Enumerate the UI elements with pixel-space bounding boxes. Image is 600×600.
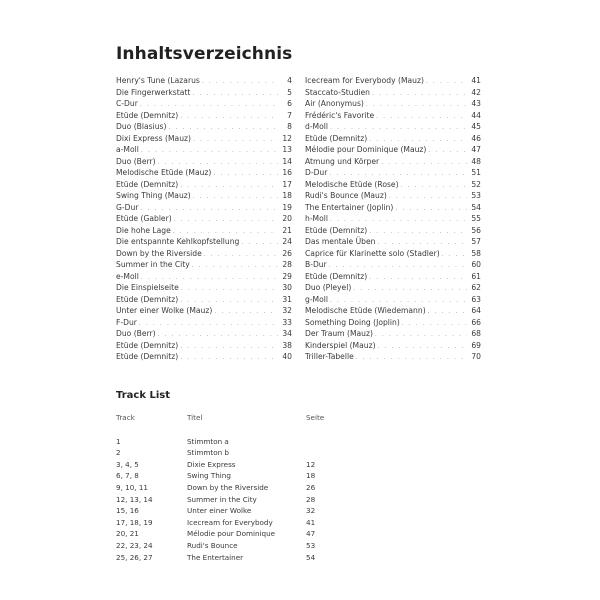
track-title: Stimmton b (187, 448, 229, 458)
toc-entry (116, 179, 292, 191)
toc-entry-title: Etüde (Demnitz) (116, 340, 179, 350)
dot-leader (180, 352, 278, 364)
toc-entry-page: 8 (287, 122, 292, 131)
toc-entry-title: Icecream for Everybody (Mauz) (305, 76, 424, 85)
dot-leader (180, 180, 278, 192)
dot-leader (202, 76, 278, 88)
track-title: Rudi's Bounce (187, 540, 238, 550)
dot-leader (193, 134, 278, 146)
toc-entry-page: 32 (282, 306, 292, 315)
track-page: 32 (306, 506, 316, 516)
toc-entry-title: Triller-Tabelle (305, 352, 354, 361)
toc-entry-title: Die entspannte Kehlkopfstellung (116, 237, 240, 246)
dot-leader (389, 191, 467, 203)
column-header-title: Titel (187, 413, 203, 422)
dot-leader (192, 260, 278, 272)
toc-entry (305, 317, 481, 329)
track-page: 54 (306, 552, 316, 562)
toc-entry (116, 98, 292, 110)
toc-entry-title: Melodische Etüde (Mauz) (116, 168, 212, 177)
toc-entry-title: Der Traum (Mauz) (305, 329, 373, 338)
toc-entry-page: 62 (471, 283, 481, 292)
toc-entry-page: 7 (287, 110, 292, 120)
toc-entry (116, 167, 292, 179)
dot-leader (442, 249, 467, 261)
track-page: 26 (306, 482, 316, 492)
track-page: 18 (306, 471, 316, 481)
toc-entry (305, 133, 481, 145)
toc-entry-page: 63 (471, 294, 481, 304)
dot-leader (353, 283, 467, 295)
track-title: Summer in the City (187, 494, 257, 504)
toc-entry-page: 53 (471, 191, 481, 200)
toc-entry (116, 340, 292, 352)
toc-entry-page: 68 (471, 329, 481, 338)
toc-entry-title: Etüde (Demnitz) (116, 294, 179, 304)
dot-leader (378, 341, 467, 353)
toc-entry-title: Air (Anonymus) (305, 99, 364, 108)
toc-entry (116, 144, 292, 156)
dot-leader (204, 249, 278, 261)
toc-entry (305, 236, 481, 248)
dot-leader (181, 283, 278, 295)
track-list-heading: Track List (116, 390, 170, 401)
track-title: Down by the Riverside (187, 482, 269, 492)
toc-entry (305, 340, 481, 352)
toc-entry-title: Melodische Etüde (Wiedemann) (305, 306, 426, 315)
toc-entry (116, 282, 292, 294)
toc-entry-title: Duo (Pleyel) (305, 283, 352, 292)
dot-leader (193, 191, 278, 203)
track-title: Icecream for Everybody (187, 517, 273, 527)
toc-entry (305, 248, 481, 260)
track-page: 12 (306, 459, 316, 469)
toc-entry-title: Rudi's Bounce (Mauz) (305, 191, 387, 200)
toc-entry-page: 31 (282, 294, 292, 304)
toc-entry-title: Die Fingerwerkstatt (116, 87, 191, 97)
track-number: 22, 23, 24 (116, 540, 153, 550)
toc-entry (305, 259, 481, 271)
toc-entry (116, 213, 292, 225)
toc-entry-page: 19 (282, 202, 292, 212)
toc-entry-title: Swing Thing (Mauz) (116, 191, 191, 200)
dot-leader (375, 329, 467, 341)
track-page: 28 (306, 494, 316, 504)
dot-leader (395, 203, 467, 215)
toc-entry (305, 305, 481, 317)
toc-entry (305, 202, 481, 214)
toc-entry (305, 294, 481, 306)
toc-entry (116, 328, 292, 340)
toc-entry-title: Etüde (Demnitz) (116, 110, 179, 120)
toc-entry-page: 26 (282, 248, 292, 258)
toc-entry-page: 46 (471, 133, 481, 143)
toc-entry (116, 259, 292, 271)
toc-entry (116, 121, 292, 133)
toc-entry-title: Etüde (Demnitz) (116, 352, 179, 361)
toc-entry-page: 45 (471, 122, 481, 131)
toc-entry (116, 75, 292, 87)
dot-leader (381, 157, 467, 169)
track-number: 17, 18, 19 (116, 517, 153, 527)
track-title: Stimmton a (187, 436, 229, 446)
track-number: 20, 21 (116, 529, 139, 539)
toc-entry-title: Etüde (Demnitz) (305, 271, 368, 281)
toc-entry-title: The Entertainer (Joplin) (305, 202, 394, 212)
dot-leader (366, 99, 467, 111)
dot-leader (428, 145, 467, 157)
dot-leader (180, 341, 278, 353)
toc-entry-title: Caprice für Klarinette solo (Stadler) (305, 248, 440, 258)
toc-entry-page: 48 (471, 156, 481, 166)
toc-entry-page: 52 (471, 179, 481, 189)
toc-entry-title: Henry's Tune (Lazarus (116, 76, 200, 85)
toc-column-left (116, 75, 292, 363)
toc-entry-title: Something Doing (Joplin) (305, 317, 400, 327)
toc-entry-title: Duo (Berr) (116, 156, 156, 166)
toc-entry-page: 44 (471, 110, 481, 120)
toc-entry-title: Duo (Berr) (116, 329, 156, 338)
dot-leader (180, 111, 278, 123)
toc-entry-page: 16 (282, 168, 292, 177)
toc-entry-page: 14 (282, 156, 292, 166)
toc-entry (305, 156, 481, 168)
toc-entry-page: 61 (471, 271, 481, 281)
track-page: 53 (306, 540, 316, 550)
track-title: Dixie Express (187, 459, 236, 469)
toc-entry (116, 294, 292, 306)
toc-entry-page: 66 (471, 317, 481, 327)
toc-entry-page: 64 (471, 306, 481, 315)
toc-entry-page: 4 (287, 76, 292, 85)
toc-entry-title: Staccato-Studien (305, 87, 370, 97)
toc-entry-page: 24 (282, 237, 292, 246)
toc-entry (116, 317, 292, 329)
toc-entry-title: e-Moll (116, 271, 139, 281)
dot-leader (372, 88, 467, 100)
toc-entry (116, 351, 292, 363)
toc-entry-title: h-Moll (305, 214, 328, 223)
toc-entry-title: Etüde (Demnitz) (305, 133, 368, 143)
toc-entry (305, 144, 481, 156)
dot-leader (426, 76, 467, 88)
toc-entry (116, 110, 292, 122)
toc-entry (116, 133, 292, 145)
track-number: 12, 13, 14 (116, 494, 153, 504)
dot-leader (369, 226, 467, 238)
toc-entry-page: 43 (471, 99, 481, 108)
toc-entry (305, 75, 481, 87)
track-number: 9, 10, 11 (116, 482, 149, 492)
track-page: 41 (306, 517, 316, 527)
toc-entry-title: Kinderspiel (Mauz) (305, 340, 376, 350)
track-number: 25, 26, 27 (116, 552, 153, 562)
toc-entry-title: F-Dur (116, 317, 137, 327)
toc-entry-page: 56 (471, 225, 481, 235)
toc-entry-page: 42 (471, 87, 481, 97)
toc-entry-title: Etüde (Gabler) (116, 214, 172, 223)
column-header-page: Seite (306, 413, 325, 422)
dot-leader (356, 352, 467, 364)
toc-entry-title: Summer in the City (116, 260, 190, 269)
toc-entry-title: Unter einer Wolke (Mauz) (116, 306, 213, 315)
toc-entry-page: 57 (471, 237, 481, 246)
toc-entry (116, 271, 292, 283)
toc-entry-title: Frédéric's Favorite (305, 110, 375, 120)
track-number: 15, 16 (116, 506, 139, 516)
dot-leader (401, 180, 467, 192)
toc-entry-page: 60 (471, 260, 481, 269)
toc-entry (305, 282, 481, 294)
toc-entry (116, 190, 292, 202)
track-number: 3, 4, 5 (116, 459, 139, 469)
toc-entry-title: Die hohe Lage (116, 225, 171, 235)
track-title: Unter einer Wolke (187, 506, 252, 516)
toc-entry-title: Das mentale Üben (305, 237, 376, 246)
toc-entry-title: Die Einspielseite (116, 283, 179, 292)
page-title: Inhaltsverzeichnis (116, 44, 293, 64)
dot-leader (214, 306, 278, 318)
toc-entry (305, 328, 481, 340)
toc-entry-page: 28 (282, 260, 292, 269)
dot-leader (428, 306, 467, 318)
toc-entry-page: 5 (287, 87, 292, 97)
toc-entry-page: 6 (287, 99, 292, 108)
toc-entry-title: Etüde (Demnitz) (305, 225, 368, 235)
toc-entry-title: Dixi Express (Mauz) (116, 133, 191, 143)
toc-entry (305, 190, 481, 202)
toc-entry (116, 156, 292, 168)
toc-entry (305, 271, 481, 283)
toc-entry (116, 248, 292, 260)
dot-leader (174, 214, 278, 226)
toc-entry-page: 58 (471, 248, 481, 258)
dot-leader (192, 88, 278, 100)
toc-entry-title: g-Moll (305, 294, 328, 304)
track-title: Mélodie pour Dominique (187, 529, 276, 539)
toc-entry (305, 167, 481, 179)
toc-entry-title: Mélodie pour Dominique (Mauz) (305, 145, 427, 154)
toc-entry-page: 41 (471, 76, 481, 85)
toc-entry-title: G-Dur (116, 202, 139, 212)
dot-leader (402, 318, 467, 330)
toc-entry-page: 54 (471, 202, 481, 212)
toc-entry (305, 87, 481, 99)
dot-leader (241, 237, 278, 249)
toc-entry-title: C-Dur (116, 99, 138, 108)
toc-entry-page: 69 (471, 340, 481, 350)
toc-entry-page: 20 (282, 214, 292, 223)
dot-leader (376, 111, 467, 123)
toc-entry-title: Melodische Etüde (Rose) (305, 179, 399, 189)
dot-leader (139, 318, 278, 330)
toc-entry-page: 18 (282, 191, 292, 200)
toc-entry-page: 55 (471, 214, 481, 223)
dot-leader (141, 145, 278, 157)
toc-entry-page: 38 (282, 340, 292, 350)
toc-entry-page: 13 (282, 145, 292, 154)
toc-entry-title: d-Moll (305, 122, 328, 131)
toc-entry-title: B-Dur (305, 260, 327, 269)
toc-entry-title: Etüde (Demnitz) (116, 179, 179, 189)
toc-entry (305, 121, 481, 133)
toc-entry-page: 70 (471, 352, 481, 361)
toc-entry-page: 30 (282, 283, 292, 292)
toc-entry (305, 179, 481, 191)
track-number: 6, 7, 8 (116, 471, 139, 481)
toc-entry (116, 202, 292, 214)
toc-entry (116, 87, 292, 99)
dot-leader (369, 272, 467, 284)
dot-leader (213, 168, 278, 180)
toc-column-right (305, 75, 481, 363)
toc-entry (116, 236, 292, 248)
toc-entry (116, 225, 292, 237)
track-title: The Entertainer (187, 552, 244, 562)
track-number: 1 (116, 436, 121, 446)
toc-entry-page: 51 (471, 168, 481, 177)
toc-entry-page: 33 (282, 317, 292, 327)
toc-entry-page: 17 (282, 179, 292, 189)
toc-entry (305, 225, 481, 237)
track-title: Swing Thing (187, 471, 231, 481)
toc-entry (305, 213, 481, 225)
toc-entry-page: 40 (282, 352, 292, 361)
toc-entry (305, 98, 481, 110)
column-header-track: Track (116, 413, 135, 422)
toc-entry (116, 305, 292, 317)
toc-entry-title: Down by the Riverside (116, 248, 202, 258)
track-page: 47 (306, 529, 316, 539)
toc-entry-page: 21 (282, 225, 292, 235)
toc-entry-title: D-Dur (305, 168, 328, 177)
toc-entry-title: Atmung und Körper (305, 156, 380, 166)
toc-entry-title: Duo (Blasius) (116, 122, 167, 131)
track-number: 2 (116, 448, 121, 458)
toc-entry-page: 29 (282, 271, 292, 281)
toc-entry-page: 34 (282, 329, 292, 338)
toc-entry (305, 110, 481, 122)
toc-entry-title: a-Moll (116, 145, 139, 154)
toc-entry-page: 47 (471, 145, 481, 154)
toc-entry-page: 12 (282, 133, 292, 143)
toc-entry (305, 351, 481, 363)
